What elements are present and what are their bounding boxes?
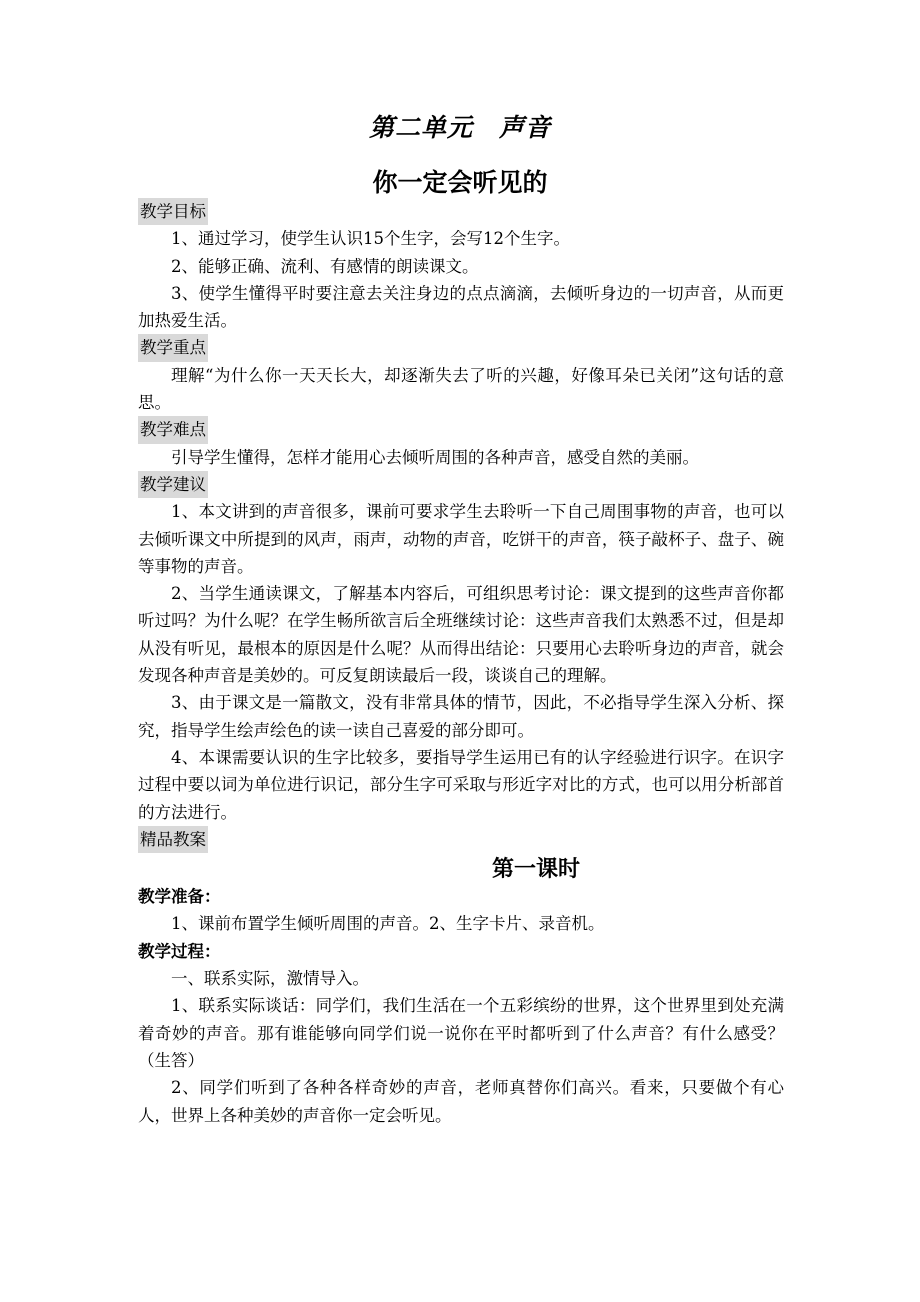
suggestion-item: 4、本课需要认识的生字比较多，要指导学生运用已有的认字经验进行识字。在识字过程中要以词为单位进行识记，部分生字可采取与形近字对比的方式，也可以用分析部首的方法进行。: [138, 747, 784, 822]
suggestion-item: 3、由于课文是一篇散文，没有非常具体的情节，因此，不必指导学生深入分析、探究，指导学生绘声绘色的读一读自己喜爱的部分即可。: [138, 693, 784, 740]
goal-item: 2、能够正确、流利、有感情的朗读课文。: [171, 256, 479, 276]
unit-title: 第二单元 声音: [368, 113, 551, 142]
section-label-suggestions: 教学建议: [138, 471, 208, 498]
section-label-goals: 教学目标: [138, 198, 208, 225]
prep-label: 教学准备：: [138, 887, 221, 907]
period-title: 第一课时: [491, 856, 580, 883]
section-label-difficulties: 教学难点: [138, 416, 208, 443]
suggestion-item: 1、本文讲到的声音很多，课前可要求学生去聆听一下自己周围事物的声音，也可以去倾听课文中所提到的风声，雨声，动物的声音，吃饼干的声音，筷子敲杯子、盘子、碗等事物的声音。: [138, 502, 784, 576]
document-body: [138, 198, 784, 1129]
section-label-key-points: 教学重点: [138, 334, 208, 361]
section-label-plan: 精品教案: [138, 826, 208, 853]
process-label: 教学过程：: [138, 941, 221, 961]
difficulties-text: 引导学生懂得，怎样才能用心去倾听周围的各种声音，感受自然的美丽。: [171, 447, 699, 467]
process-item: 1、联系实际谈话：同学们，我们生活在一个五彩缤纷的世界，这个世界里到处充满着奇妙的声音。那有谁能够向同学们说一说你在平时都听到了什么声音？有什么感受？（生答）: [138, 996, 784, 1070]
key-points-text: 理解“为什么你一天天长大，却逐渐失去了听的兴趣，好像耳朵已关闭”这句话的意思。: [138, 365, 784, 413]
suggestion-item: 2、当学生通读课文，了解基本内容后，可组织思考讨论：课文提到的这些声音你都听过吗？为什么呢？在学生畅所欲言后全班继续讨论：这些声音我们太熟悉不过，但是却从没有听见，最根本的原因是什么呢？从而得出结论：只要用心去聆听身边的声音，就会发现各种声音是美妙的。可反复朗读最后一段，谈谈自己的理解。: [138, 584, 784, 686]
goal-item: 1、通过学习，使学生认识15个生字，会写12个生字。: [171, 229, 570, 249]
goal-item: 3、使学生懂得平时要注意去关注身边的点点滴滴，去倾听身边的一切声音，从而更加热爱生活。: [138, 283, 784, 331]
lesson-title: 你一定会听见的: [372, 168, 548, 197]
prep-text: 1、课前布置学生倾听周围的声音。2、生字卡片、录音机。: [171, 914, 605, 934]
process-item: 一、联系实际，激情导入。: [171, 969, 369, 989]
process-item: 2、同学们听到了各种各样奇妙的声音，老师真替你们高兴。看来，只要做个有心人，世界上各种美妙的声音你一定会听见。: [138, 1078, 784, 1125]
